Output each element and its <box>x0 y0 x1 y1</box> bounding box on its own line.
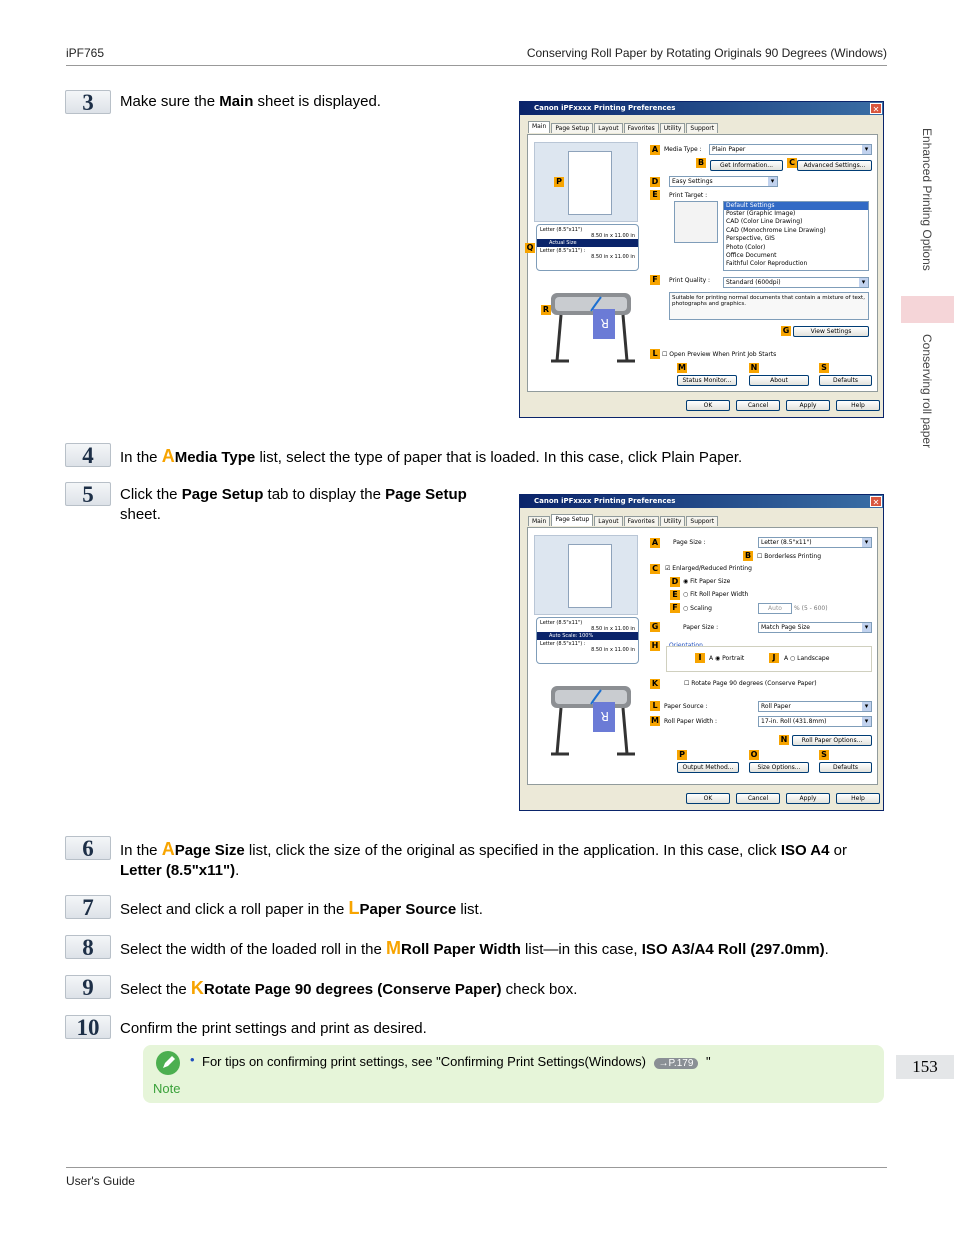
step-number: 4 <box>65 443 111 467</box>
print-quality-label: Print Quality : <box>669 277 711 284</box>
label-r: R <box>542 305 550 314</box>
paper-source-label: Paper Source : <box>664 703 708 710</box>
step-6-text: In the APage Size list, click the size of the original as specified in the application. In this case, click ISO A4 or Letter (8.5"x11"). <box>120 839 847 879</box>
preview-page <box>568 151 612 215</box>
info-label-2: Letter (8.5"x11") : <box>540 641 586 647</box>
step-10-text: Confirm the print settings and print as desired. <box>120 1020 427 1037</box>
step-number: 10 <box>65 1015 111 1039</box>
label-j: J <box>769 653 779 663</box>
print-target-item[interactable]: Perspective, GIS <box>726 235 775 243</box>
print-target-item[interactable]: Faithful Color Reproduction <box>726 260 808 268</box>
label-c: C <box>787 158 797 168</box>
status-monitor-button[interactable]: Status Monitor... <box>677 375 737 386</box>
defaults-button[interactable]: Defaults <box>819 375 872 386</box>
description-box: Suitable for printing normal documents that contain a mixture of text, photographs and graphics. <box>669 292 869 320</box>
label-n: N <box>750 363 758 372</box>
label-h: H <box>651 641 659 650</box>
svg-text:R: R <box>600 709 609 723</box>
label-m: M <box>651 716 659 725</box>
size-info-box <box>536 224 639 271</box>
info-label: Letter (8.5"x11") <box>540 620 583 626</box>
info-label: Letter (8.5"x11") <box>540 227 583 233</box>
printer-illustration <box>543 275 638 367</box>
label-a: A <box>651 538 659 547</box>
label-p: P <box>554 177 564 187</box>
tab-favorites[interactable]: Favorites <box>624 516 659 526</box>
step-number: 9 <box>65 975 111 999</box>
note-text: For tips on confirming print settings, see "Confirming Print Settings(Windows) →P.179 " <box>202 1054 711 1069</box>
step-3-text: Make sure the Main sheet is displayed. <box>120 93 381 110</box>
dialog-tabs <box>528 516 719 526</box>
label-b: B <box>697 158 705 167</box>
tab-page-setup[interactable]: Page Setup <box>551 514 593 526</box>
paper-source-select[interactable]: Roll Paper ▾ <box>758 701 872 712</box>
label-e: E <box>650 190 660 200</box>
fit-roll-label: Fit Roll Paper Width <box>690 591 749 598</box>
tab-main[interactable]: Main <box>528 121 550 133</box>
page-size-select[interactable]: Letter (8.5"x11") ▾ <box>758 537 872 548</box>
about-button[interactable]: About <box>749 375 809 386</box>
ok-button[interactable]: OK <box>686 793 730 804</box>
paper-size-select[interactable]: Match Page Size ▾ <box>758 622 872 633</box>
print-target-item[interactable]: Default Settings <box>724 202 868 210</box>
preview-page <box>568 544 612 608</box>
step-4-text: In the AMedia Type list, select the type of paper that is loaded. In this case, click Plain Paper. <box>120 446 743 466</box>
label-i: I <box>695 653 705 663</box>
header-rule <box>66 65 887 66</box>
print-target-item[interactable]: CAD (Monochrome Line Drawing) <box>726 226 826 234</box>
page-size-label: Page Size : <box>673 539 706 546</box>
scaling-radio[interactable]: ○ Scaling <box>683 605 712 612</box>
step-number: 8 <box>65 935 111 959</box>
label-q: Q <box>526 243 534 252</box>
output-method-button[interactable]: Output Method... <box>677 762 739 773</box>
header-model: iPF765 <box>66 46 105 60</box>
close-icon[interactable]: ✕ <box>870 496 882 507</box>
media-type-label: Media Type : <box>664 146 702 153</box>
print-target-item[interactable]: Office Document <box>726 251 777 259</box>
info-size: 8.50 in x 11.00 in <box>591 626 635 632</box>
defaults-button[interactable]: Defaults <box>819 762 872 773</box>
label-g: G <box>651 622 659 631</box>
label-s: S <box>819 750 829 760</box>
roll-paper-options-button[interactable]: Roll Paper Options... <box>792 735 872 746</box>
label-o: O <box>750 750 758 759</box>
cancel-button[interactable]: Cancel <box>736 793 780 804</box>
size-options-button[interactable]: Size Options... <box>749 762 809 773</box>
landscape-label: Landscape <box>797 655 830 662</box>
pencil-icon <box>156 1051 180 1075</box>
label-c: C <box>650 564 660 574</box>
print-quality-select[interactable]: Standard (600dpi) ▾ <box>723 277 869 288</box>
printing-preferences-dialog-page-setup <box>519 494 884 811</box>
info-bar: Actual Size <box>537 239 638 247</box>
scaling-range: % (5 - 600) <box>794 605 828 612</box>
open-preview-label: Open Preview When Print Job Starts <box>669 351 777 358</box>
print-target-item[interactable]: CAD (Color Line Drawing) <box>726 218 803 226</box>
page-setup-panel <box>527 527 878 785</box>
label-n: N <box>780 735 788 744</box>
fit-paper-label: Fit Paper Size <box>690 578 731 585</box>
tab-support[interactable]: Support <box>686 123 718 133</box>
printer-illustration <box>543 668 638 760</box>
info-size-2: 8.50 in x 11.00 in <box>591 254 635 260</box>
help-button[interactable]: Help <box>836 793 880 804</box>
note-bullet: • <box>190 1052 195 1067</box>
label-l: L <box>650 349 660 359</box>
media-type-select[interactable]: Plain Paper ▾ <box>709 144 872 155</box>
header-section: Conserving Roll Paper by Rotating Originals 90 Degrees (Windows) <box>526 46 887 60</box>
tab-utility[interactable]: Utility <box>660 516 686 526</box>
info-size-2: 8.50 in x 11.00 in <box>591 647 635 653</box>
tab-layout[interactable]: Layout <box>594 516 622 526</box>
page-number: 153 <box>896 1055 954 1079</box>
step-number: 3 <box>65 90 111 114</box>
side-tab-conserving: Conserving roll paper <box>920 334 934 449</box>
note-label: Note <box>153 1081 181 1096</box>
rotate-label: Rotate Page 90 degrees (Conserve Paper) <box>691 680 817 687</box>
info-bar: Auto Scale: 100% <box>537 632 638 640</box>
label-d: D <box>671 577 679 586</box>
print-target-label: Print Target : <box>669 192 708 199</box>
print-target-list[interactable] <box>723 201 869 271</box>
open-preview-checkbox[interactable]: ☐ Open Preview When Print Job Starts <box>662 351 777 358</box>
page-preview <box>534 535 638 615</box>
borderless-checkbox[interactable]: ☐ Borderless Printing <box>757 553 822 560</box>
label-f: F <box>650 275 660 285</box>
cancel-button[interactable]: Cancel <box>736 400 780 411</box>
tab-layout[interactable]: Layout <box>594 123 622 133</box>
main-panel <box>527 134 878 392</box>
portrait-label: Portrait <box>722 655 745 662</box>
label-f: F <box>670 603 680 613</box>
enlarged-checkbox[interactable]: ☑ Enlarged/Reduced Printing <box>665 565 752 572</box>
paper-size-label: Paper Size : <box>683 624 719 631</box>
print-target-item[interactable]: Poster (Graphic Image) <box>726 210 796 217</box>
ok-button[interactable]: OK <box>686 400 730 411</box>
note-box <box>143 1045 884 1103</box>
portrait-radio[interactable]: A ◉ Portrait <box>709 655 745 662</box>
tab-favorites[interactable]: Favorites <box>624 123 659 133</box>
dialog-title: Canon iPFxxxx Printing Preferences ✕ <box>520 495 883 508</box>
footer-text: User's Guide <box>66 1174 135 1188</box>
close-icon[interactable]: ✕ <box>870 103 882 114</box>
tab-support[interactable]: Support <box>686 516 718 526</box>
tab-main[interactable]: Main <box>528 516 550 526</box>
roll-width-select[interactable]: 17-in. Roll (431.8mm) ▾ <box>758 716 872 727</box>
step-number: 5 <box>65 482 111 506</box>
landscape-radio[interactable]: A ○ Landscape <box>784 655 830 662</box>
print-target-item[interactable]: Photo (Color) <box>726 243 766 251</box>
print-target-thumbnail <box>674 201 718 243</box>
step-5-text: Click the Page Setup tab to display the Page Setup sheet. <box>120 486 467 523</box>
dialog-title: Canon iPFxxxx Printing Preferences ✕ <box>520 102 883 115</box>
step-7-text: Select and click a roll paper in the LPaper Source list. <box>120 898 483 918</box>
svg-text:R: R <box>600 316 609 330</box>
tab-page-setup[interactable]: Page Setup <box>551 123 593 133</box>
label-a: A <box>651 145 659 154</box>
tab-utility[interactable]: Utility <box>660 123 686 133</box>
label-p: P <box>677 750 687 760</box>
step-9-text: Select the KRotate Page 90 degrees (Conserve Paper) check box. <box>120 978 578 998</box>
label-m: M <box>678 363 686 372</box>
size-info-box <box>536 617 639 664</box>
dialog-tabs <box>528 123 719 133</box>
side-tab-enhanced: Enhanced Printing Options <box>920 128 934 271</box>
apply-button[interactable]: Apply <box>786 793 830 804</box>
view-settings-button[interactable]: View Settings <box>793 326 869 337</box>
page-preview <box>534 142 638 222</box>
easy-settings-select[interactable]: Easy Settings ▾ <box>669 176 778 187</box>
roll-width-label: Roll Paper Width : <box>664 718 718 725</box>
label-s: S <box>819 363 829 373</box>
label-d: D <box>651 177 659 186</box>
step-number: 7 <box>65 895 111 919</box>
info-size: 8.50 in x 11.00 in <box>591 233 635 239</box>
page-reference-link[interactable]: →P.179 <box>654 1058 699 1069</box>
scaling-label: Scaling <box>690 605 712 612</box>
step-number: 6 <box>65 836 111 860</box>
info-label-2: Letter (8.5"x11") : <box>540 248 586 254</box>
borderless-label: Borderless Printing <box>764 553 822 560</box>
label-g: G <box>782 326 790 335</box>
label-b: B <box>744 551 752 560</box>
fit-roll-radio[interactable]: ○ Fit Roll Paper Width <box>683 591 749 598</box>
footer-rule <box>66 1167 887 1168</box>
side-tab-marker <box>901 296 954 323</box>
label-l: L <box>650 701 660 711</box>
advanced-settings-button[interactable]: Advanced Settings... <box>797 160 872 171</box>
get-information-button[interactable]: Get Information... <box>710 160 783 171</box>
label-k: K <box>651 679 659 688</box>
step-8-text: Select the width of the loaded roll in the MRoll Paper Width list—in this case, ISO A3/A4 Roll (297.0mm). <box>120 938 829 958</box>
scaling-input[interactable]: Auto <box>758 603 792 614</box>
help-button[interactable]: Help <box>836 400 880 411</box>
apply-button[interactable]: Apply <box>786 400 830 411</box>
enlarged-label: Enlarged/Reduced Printing <box>672 565 752 572</box>
rotate-checkbox[interactable]: ☐ Rotate Page 90 degrees (Conserve Paper) <box>684 680 817 687</box>
label-e: E <box>670 590 680 600</box>
fit-paper-radio[interactable]: ◉ Fit Paper Size <box>683 578 731 585</box>
printing-preferences-dialog-main <box>519 101 884 418</box>
